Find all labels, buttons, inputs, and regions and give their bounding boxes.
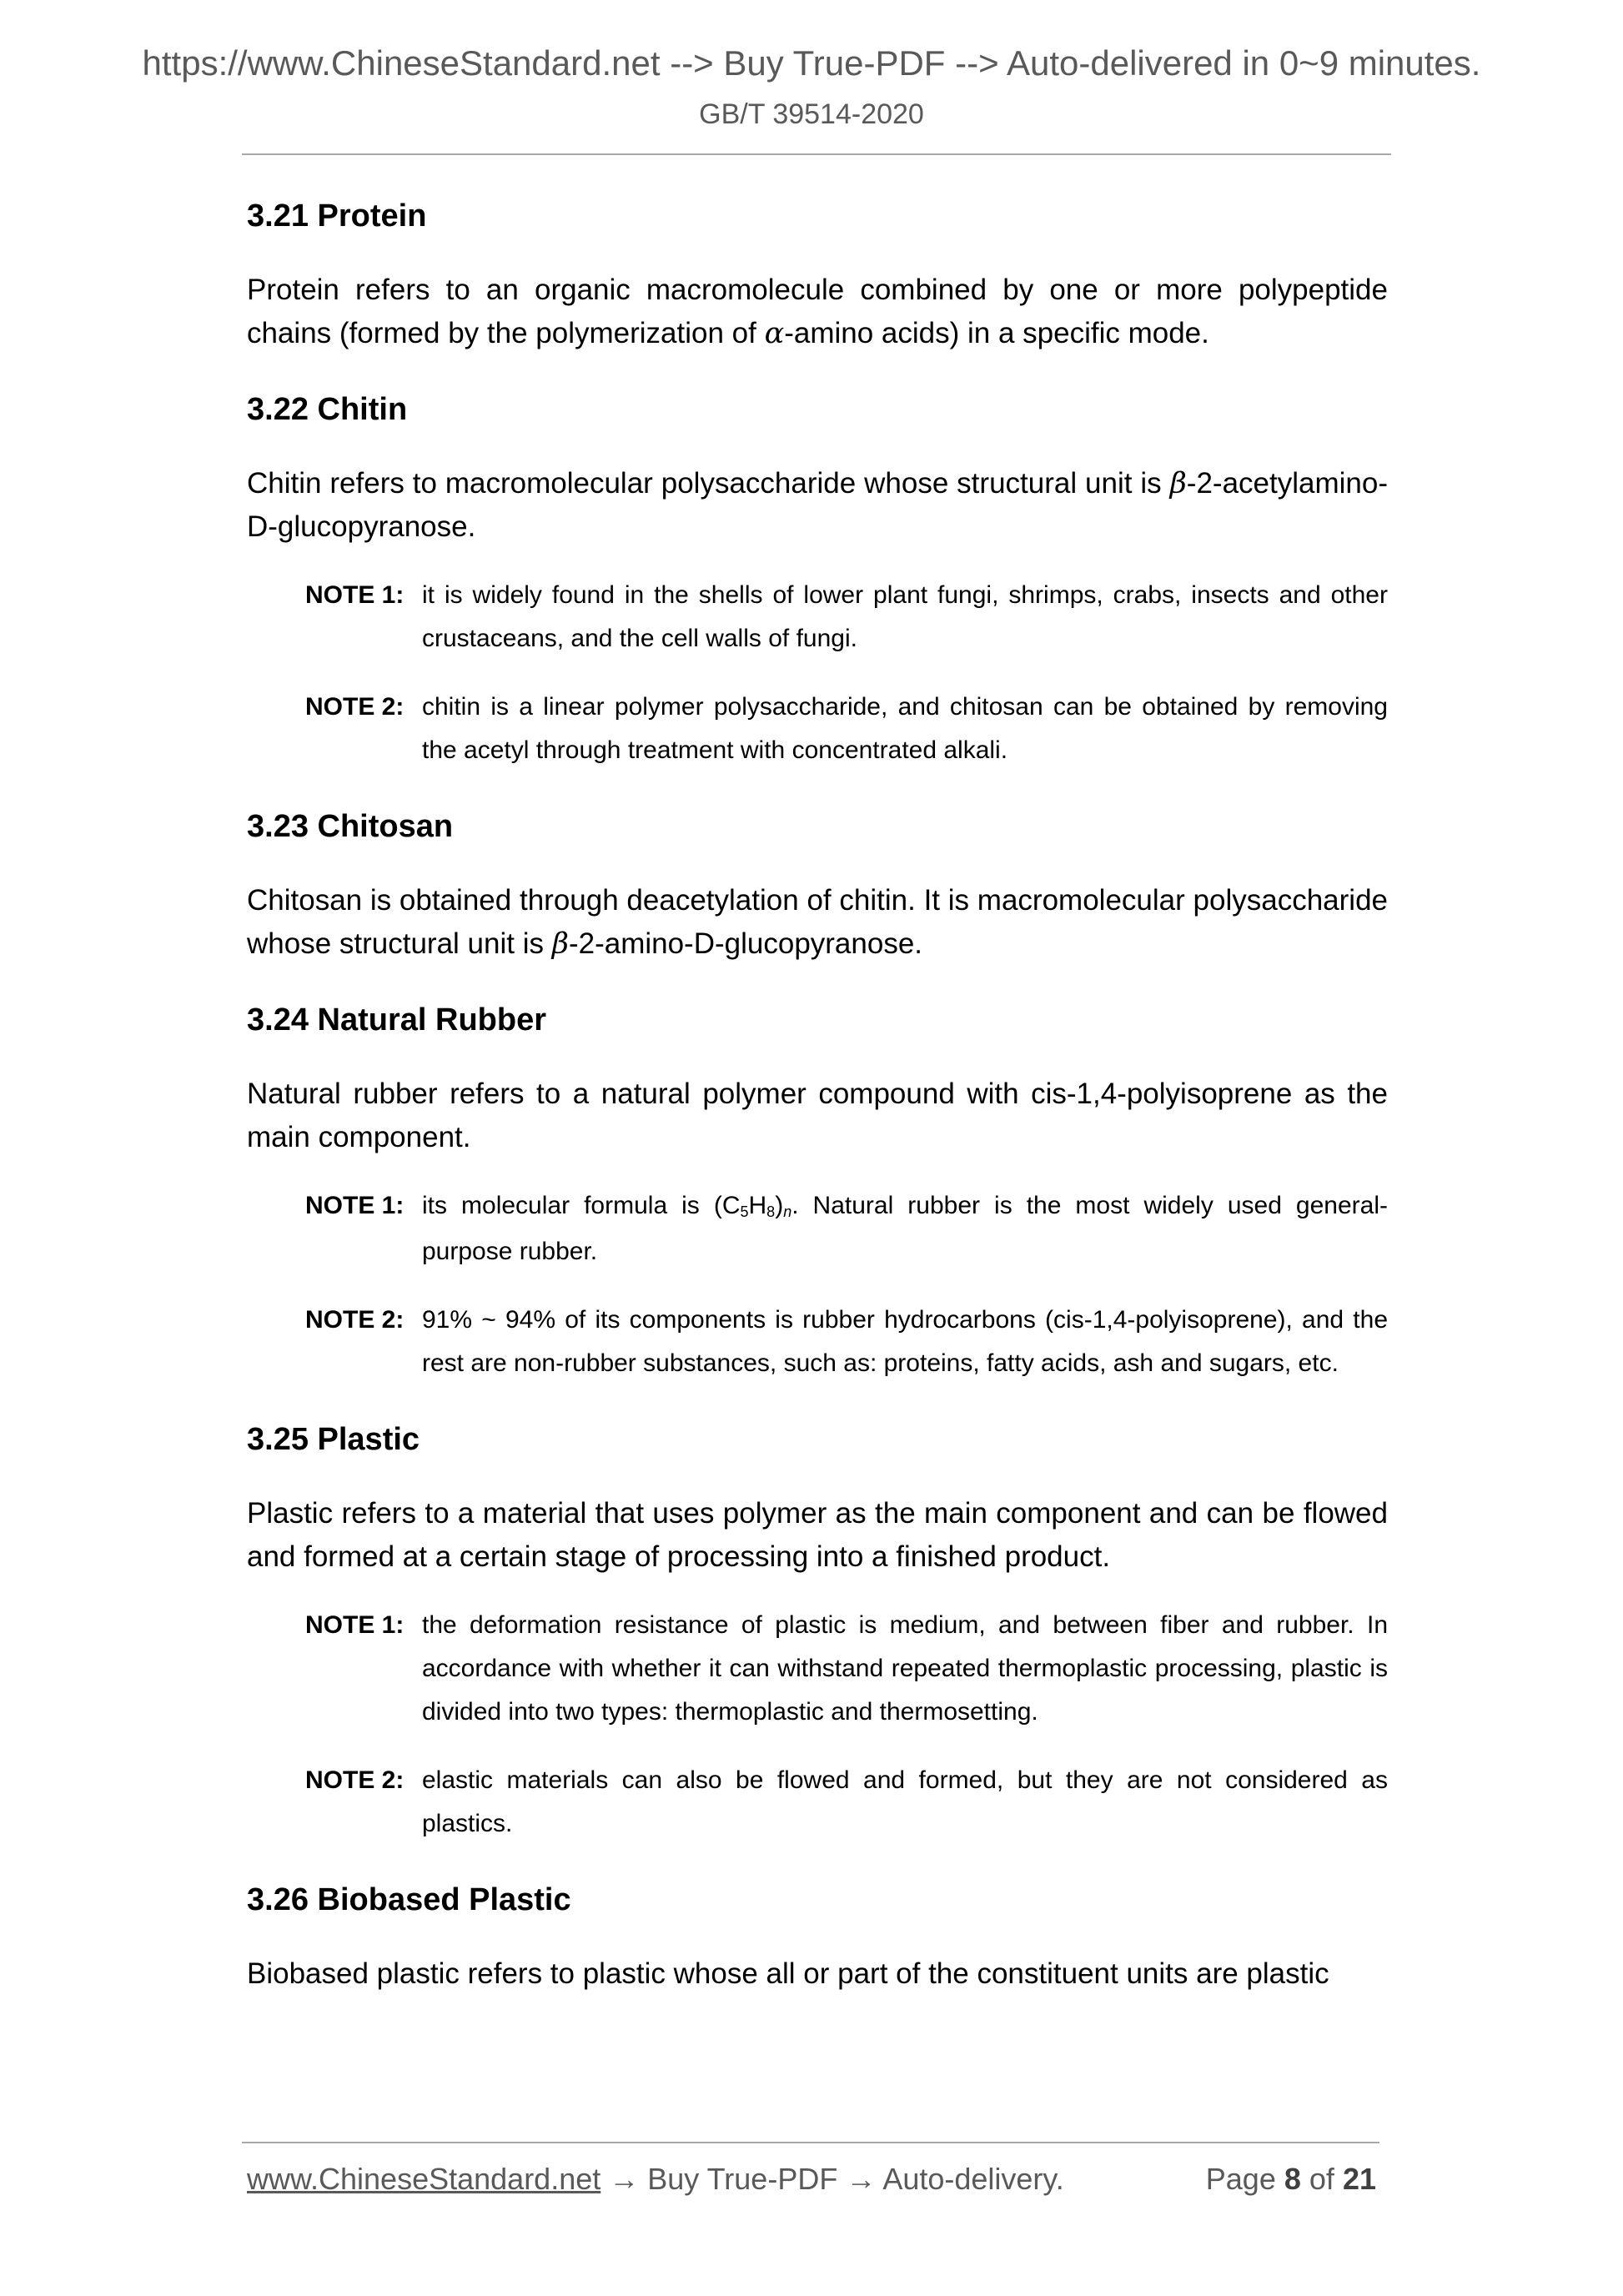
note-label: NOTE 2: [305,693,404,721]
section-heading-3-24: 3.24 Natural Rubber [247,1002,546,1037]
section-heading-3-22: 3.22 Chitin [247,392,408,427]
note-label: NOTE 1: [305,581,404,609]
page-indicator: Page 8 of 21 [1205,2162,1376,2196]
section-heading-3-25: 3.25 Plastic [247,1422,420,1457]
note-3-24-1: NOTE 1: its molecular formula is $(C_5H_8)_n$. Natural rubber is the most widely used general-purpose rubber. [247,1184,1388,1274]
section-heading-3-23: 3.23 Chitosan [247,809,454,844]
document-body [247,193,1388,1996]
section-body-3-24: Natural rubber refers to a natural polymer compound with cis-1,4-polyisoprene as the main component. [247,1078,1388,1153]
note-label: NOTE 2: [305,1306,404,1334]
section-heading-3-21: 3.21 Protein [247,198,427,234]
footer-divider [242,2142,1379,2143]
section-body-3-23: Chitosan is obtained through deacetylation of chitin. It is macromolecular polysaccharide whose structural unit is β-2-amino-D-glucopyranose. [247,884,1388,961]
beta-symbol: β [551,927,569,961]
note-label: NOTE 2: [305,1766,404,1794]
note-3-25-2: NOTE 2: elastic materials can also be flowed and formed, but they are not considered as plastics. [247,1759,1388,1846]
note-3-22-2: NOTE 2: chitin is a linear polymer polysaccharide, and chitosan can be obtained by removing the acetyl through treatment with concentrated alkali. [247,686,1388,772]
note-3-24-2: NOTE 2: 91% ~ 94% of its components is rubber hydrocarbons (cis-1,4-polyisoprene), and the rest are non-rubber substances, such as: proteins, fatty acids, ash and sugars, etc. [247,1299,1388,1385]
total-pages: 21 [1342,2162,1376,2196]
footer-tagline: → Buy True-PDF → Auto-delivery. [600,2162,1064,2196]
footer-link[interactable]: www.ChineseStandard.net [247,2162,601,2196]
note-3-22-1: NOTE 1: it is widely found in the shells of lower plant fungi, shrimps, crabs, insects and other crustaceans, and the cell walls of fungi. [247,574,1388,661]
section-body-3-26: Biobased plastic refers to plastic whose all or part of the constituent units are plastic [247,1957,1329,1990]
footer-left [247,2162,1064,2197]
section-heading-3-26: 3.26 Biobased Plastic [247,1882,571,1917]
note-label: NOTE 1: [305,1192,404,1219]
alpha-symbol: α [764,317,785,350]
section-body-3-21: Protein refers to an organic macromolecule combined by one or more polypeptide chains (formed by the polymerization of α-amino acids) in a specific mode. [247,274,1388,350]
beta-symbol: β [1169,467,1187,500]
top-banner: https://www.ChineseStandard.net --> Buy True-PDF --> Auto-delivered in 0~9 minutes. [142,43,1481,83]
header-divider [242,153,1391,155]
section-body-3-22: Chitin refers to macromolecular polysaccharide whose structural unit is β-2-acetylamino-D-glucopyranose. [247,467,1388,543]
note-label: NOTE 1: [305,1611,404,1639]
page-number: 8 [1284,2162,1301,2196]
standard-code: GB/T 39514-2020 [699,98,924,130]
note-3-25-1: NOTE 1: the deformation resistance of plastic is medium, and between fiber and rubber. In accordance with whether it can withstand repeated thermoplastic processing, plastic is divided into two types: thermoplastic and thermosetting. [247,1604,1388,1734]
section-body-3-25: Plastic refers to a material that uses polymer as the main component and can be flowed and formed at a certain stage of processing into a finished product. [247,1497,1388,1573]
